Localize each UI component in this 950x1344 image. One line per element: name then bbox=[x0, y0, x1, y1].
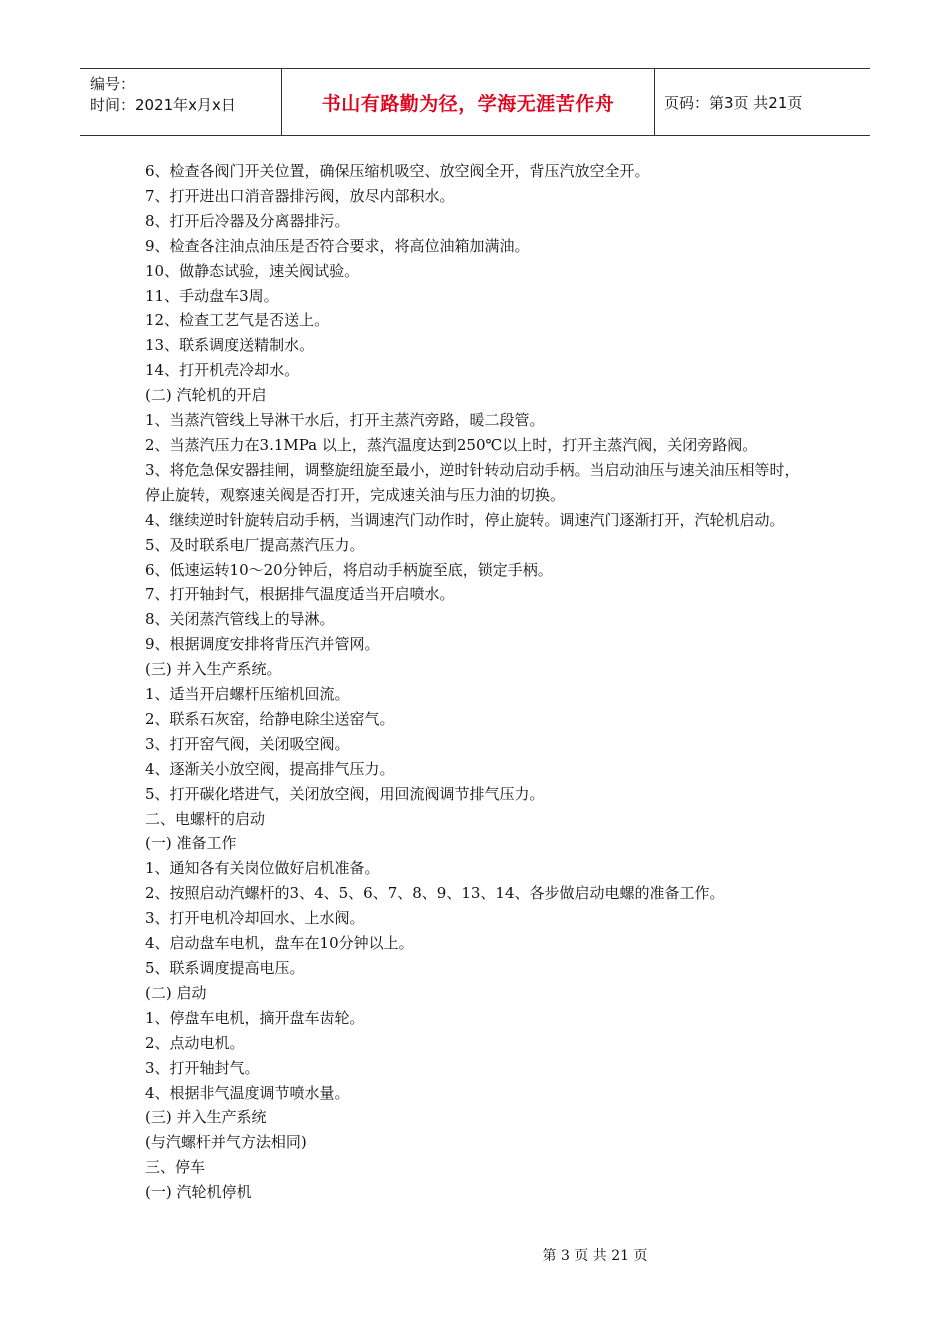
body-line: 2、点动电机。 bbox=[145, 1033, 245, 1052]
body-line: 3、打开轴封气。 bbox=[145, 1058, 260, 1077]
body-line: 10、做静态试验，速关阀试验。 bbox=[145, 261, 360, 280]
header-motto: 书山有路勤为径，学海无涯苦作舟 bbox=[321, 92, 615, 115]
header-motto-cell bbox=[282, 69, 655, 135]
body-line: 5、联系调度提高电压。 bbox=[145, 959, 305, 977]
body-line: 5、打开碳化塔进气，关闭放空阀，用回流阀调节排气压力。 bbox=[145, 784, 545, 803]
body-line: 5、及时联系电厂提高蒸汽压力。 bbox=[145, 535, 365, 554]
body-line: 14、打开机壳冷却水。 bbox=[145, 361, 300, 380]
body-line: 8、关闭蒸汽管线上的导淋。 bbox=[145, 610, 335, 629]
body-line: 9、检查各注油点油压是否符合要求，将高位油箱加满油。 bbox=[145, 236, 530, 255]
body-line: (一) 汽轮机停机 bbox=[145, 1183, 252, 1202]
body-line: 9、根据调度安排将背压汽并管网。 bbox=[145, 635, 380, 654]
body-line: 4、根据非气温度调节喷水量。 bbox=[145, 1083, 350, 1102]
body-line: (与汽螺杆并气方法相同) bbox=[145, 1133, 307, 1152]
body-line: 2、联系石灰窑，给静电除尘送窑气。 bbox=[145, 709, 395, 728]
body-line: 4、启动盘车电机，盘车在10分钟以上。 bbox=[145, 934, 414, 953]
body-line: 2、当蒸汽压力在3.1MPa 以上，蒸汽温度达到250℃以上时，打开主蒸汽阀，关闭旁路阀。 bbox=[145, 435, 758, 454]
body-line: 3、将危急保安器挂闸，调整旋纽旋至最小，逆时针转动启动手柄。当启动油压与速关油压相等时，停止旋转，观察速关阀是否打开，完成速关油与压力油的切换。 bbox=[145, 460, 800, 504]
document-date: 时间：2021年x月x日 bbox=[90, 96, 236, 114]
header-page-info: 页码：第3页 共21页 bbox=[664, 93, 803, 112]
body-line: 3、打开窑气阀，关闭吸空阀。 bbox=[145, 734, 350, 753]
document-body bbox=[145, 159, 810, 1205]
page-header bbox=[80, 68, 870, 136]
body-line: 8、打开后冷器及分离器排污。 bbox=[145, 211, 350, 230]
body-line: 6、检查各阀门开关位置，确保压缩机吸空、放空阀全开，背压汽放空全开。 bbox=[145, 162, 650, 180]
body-line: 11、手动盘车3周。 bbox=[145, 286, 279, 305]
body-line: 13、联系调度送精制水。 bbox=[145, 336, 315, 355]
body-line: (一) 准备工作 bbox=[145, 834, 237, 853]
body-line: 1、适当开启螺杆压缩机回流。 bbox=[145, 685, 350, 704]
body-line: 三、停车 bbox=[145, 1158, 206, 1177]
body-line: 7、打开轴封气，根据排气温度适当开启喷水。 bbox=[145, 585, 455, 604]
body-line: 二、电螺杆的启动 bbox=[145, 809, 266, 828]
body-line: (三) 并入生产系统。 bbox=[145, 660, 282, 679]
body-line: 1、停盘车电机，摘开盘车齿轮。 bbox=[145, 1008, 365, 1027]
body-line: 1、当蒸汽管线上导淋干水后，打开主蒸汽旁路，暖二段管。 bbox=[145, 411, 545, 430]
body-line: 4、逐渐关小放空阀，提高排气压力。 bbox=[145, 759, 395, 778]
body-line: (二) 汽轮机的开启 bbox=[145, 386, 267, 405]
body-line: 4、继续逆时针旋转启动手柄，当调速汽门动作时，停止旋转。调速汽门逐渐打开，汽轮机启动。 bbox=[145, 510, 785, 529]
body-line: (二) 启动 bbox=[145, 983, 207, 1002]
body-line: 2、按照启动汽螺杆的3、4、5、6、7、8、9、13、14、各步做启动电螺的准备工作。 bbox=[145, 884, 725, 903]
body-line: (三) 并入生产系统 bbox=[145, 1108, 267, 1127]
header-left-cell bbox=[80, 69, 282, 135]
header-page-cell bbox=[655, 69, 870, 135]
body-line: 7、打开进出口消音器排污阀，放尽内部积水。 bbox=[145, 186, 455, 205]
body-line: 1、通知各有关岗位做好启机准备。 bbox=[145, 859, 380, 878]
body-line: 12、检查工艺气是否送上。 bbox=[145, 311, 330, 330]
body-line: 3、打开电机冷却回水、上水阀。 bbox=[145, 909, 365, 928]
body-line: 6、低速运转10～20分钟后，将启动手柄旋至底，锁定手柄。 bbox=[145, 560, 553, 579]
page-footer: 第 3 页 共 21 页 bbox=[542, 1248, 648, 1264]
document-number-label: 编号： bbox=[90, 75, 136, 93]
